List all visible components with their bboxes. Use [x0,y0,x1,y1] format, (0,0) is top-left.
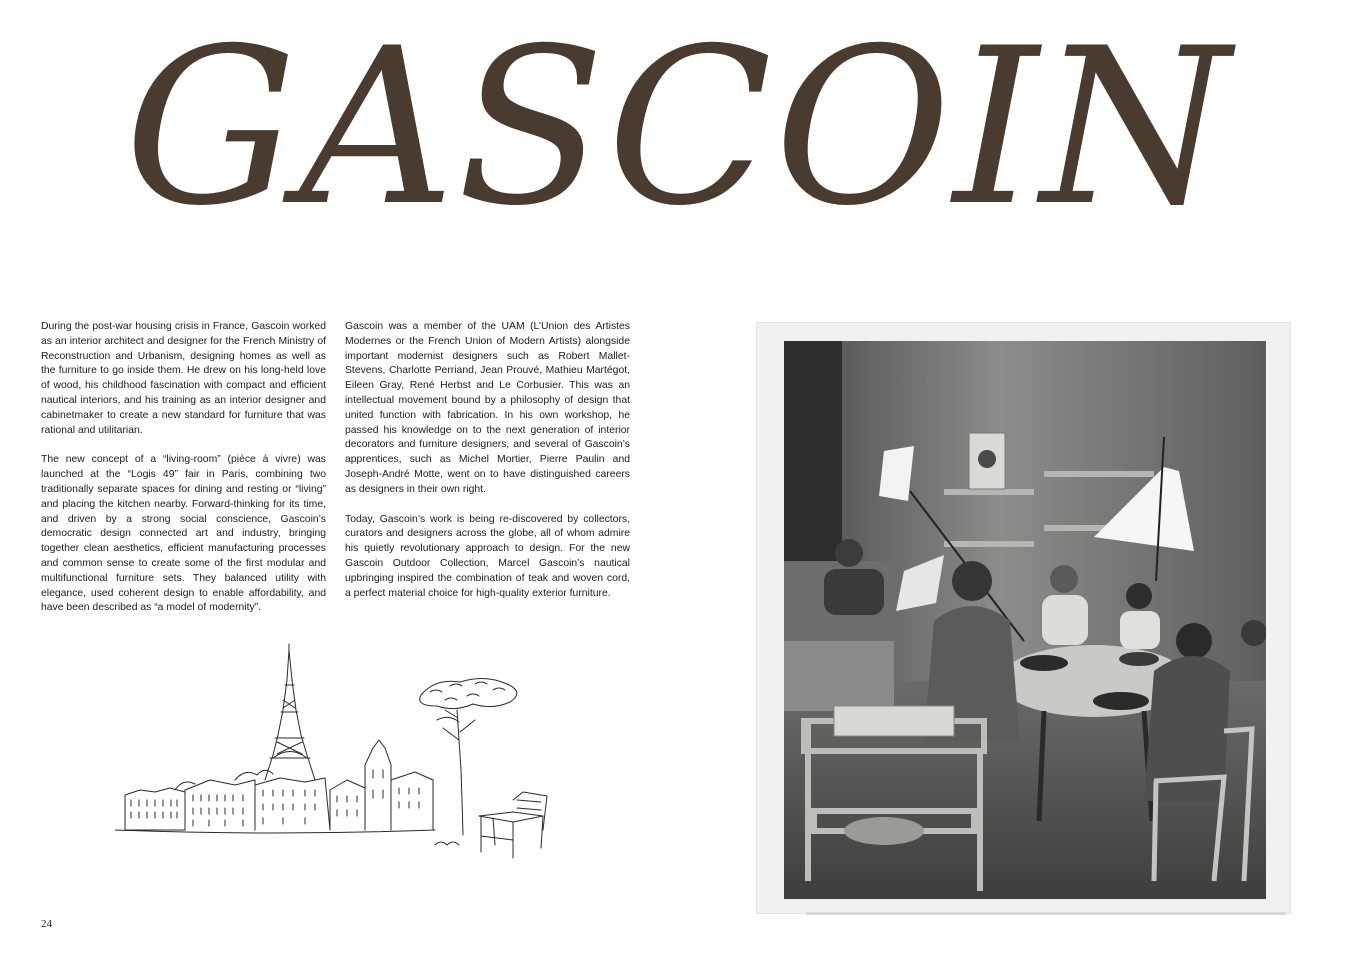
paragraph: Today, Gascoin’s work is being re-discovered by collectors, curators and designers across the globe, all of whom admire his quietly revolutionary approach to design. For the new Gascoin Outdoor Collection, Marcel Gascoin’s nautical upbringing inspired the combination of teak and woven cord, a perfect material choice for high-quality exterior furniture. [345,513,630,599]
page-title: GASCOIN [124,2,1232,253]
living-room-photograph [784,341,1266,899]
paris-sketch-illustration [115,640,555,865]
buildings-drawing [115,740,435,833]
paragraph: Gascoin was a member of the UAM (L’Union des Artistes Modernes or the French Union of Modern Artists) alongside important modernist designers such as Robert Mallet-Stevens, Charlotte Perriand, Jean Prouvé, Mathieu Martégot, Eileen Gray, René Herbst and Le Corbusier. This was an intellectual movement bound by a philosophy of design that united function with fabrication. In his own workshop, he passed his knowledge on to the next generation of interior decorators and furniture designers, and several of Gascoin’s apprentices, such as Michel Mortier, Pierre Paulin and Joseph-André Motte, went on to have distinguished careers as designers in their own right. [345,321,630,495]
text-column-middle [345,320,630,616]
paragraph: During the post-war housing crisis in France, Gascoin worked as an interior architect and designer for the French Ministry of Reconstruction and Urbanism, designing homes as well as the furniture to go inside them. He drew on his long-held love of wood, his childhood fascination with compact and efficient nautical interiors, and his training as an interior designer and cabinetmaker to create a new standard for furniture that was rational and utilitarian. [41,321,326,436]
photo-shadow-edge [806,912,1286,915]
paragraph: The new concept of a “living-room” (pièce à vivre) was launched at the “Logis 49” fair in Paris, combining two traditionally separate spaces for dining and resting or “living” and placing the kitchen nearby. Forward-thinking for its time, and driven by a strong social conscience, Gascoin’s democratic design connected art and industry, bringing together clean aesthetics, efficient manufacturing processes and common sense to create some of the first modular and multifunctional furniture sets. They balanced utility with elegance, used coherent design to enable affordability, and have been described as “a model of modernity”. [41,454,326,614]
eiffel-tower-drawing [265,644,315,780]
pine-tree-drawing [420,678,517,835]
page-number: 24 [41,918,52,930]
chair-drawing [435,792,547,858]
text-column-left [41,320,326,631]
